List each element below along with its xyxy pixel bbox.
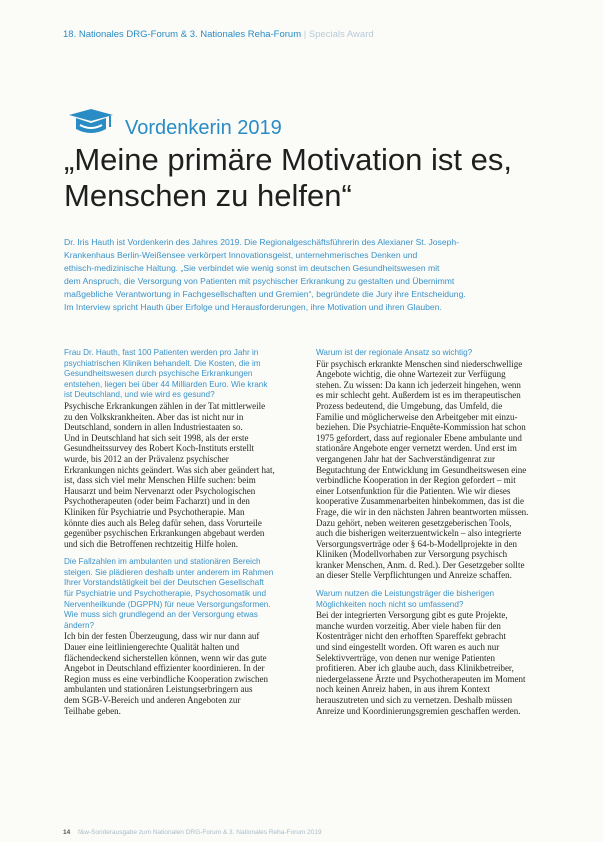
- text-line: 1975 gefordert, dass auf regionaler Ebene ambulante und: [316, 432, 522, 443]
- text-line: Gesundheitswesen durch psychische Erkrankungen: [64, 369, 253, 379]
- text-line: Prozess bedeutend, die Umgebung, das Umfeld, die: [316, 400, 503, 411]
- article-lead: [64, 236, 548, 314]
- page-number: 14: [63, 829, 71, 836]
- text-line: an dieser Stelle Verpflichtungen und Anreize schaffen.: [316, 570, 512, 581]
- text-line: Ihrer Vorstandstätigkeit bei der Deutschen Gesellschaft: [64, 578, 264, 588]
- running-head-title: 18. Nationales DRG-Forum & 3. Nationales Reha-Forum: [63, 29, 302, 40]
- text-line: Deutschland, sondern in allen Industriestaaten so.: [64, 422, 243, 433]
- text-line: Begutachtung der Entwicklung im Gesundheitswesen eine: [316, 464, 527, 475]
- text-line: Angebot in Deutschland effizienter koordinieren. In der: [64, 663, 265, 674]
- page-footer: [63, 829, 322, 836]
- text-line: ändern?: [64, 620, 95, 630]
- interview-question: [316, 589, 540, 610]
- text-line: Kliniken (Modellvorhaben zur Versorgung psychisch: [316, 549, 508, 560]
- text-line: Kliniken für Psychiatrie und Psychotherapie. Man: [64, 506, 245, 517]
- text-line: Anreize und Koordinierungsgremien geschaffen werden.: [316, 705, 521, 716]
- text-line: stehen. Zu wissen: Da kann ich jederzeit hingehen, wenn: [316, 379, 521, 390]
- text-line: gegenüber psychischen Erkrankungen abgebaut werden: [64, 528, 265, 539]
- lead-line: Dr. Iris Hauth ist Vordenkerin des Jahres 2019. Die Regionalgeschäftsführerin des Alexianer St. Joseph-: [64, 237, 460, 247]
- text-line: Bei der integrierten Versorgung gibt es gute Projekte,: [316, 610, 508, 621]
- text-line: zu den Volkskrankheiten. Aber das ist nicht nur in: [64, 411, 244, 422]
- text-line: Dauer eine leitliniengerechte Qualität halten und: [64, 642, 240, 653]
- lead-line: maßgebliche Verantwortung in Fachgesellschaften und Gremien“, begründete die Jury ihre Entscheidung.: [64, 289, 466, 299]
- text-line: Wie muss sich grundlegend an der Versorgung etwas: [64, 610, 258, 620]
- text-line: Warum nutzen die Leistungsträger die bisherigen: [316, 589, 495, 599]
- text-line: Möglichkeiten noch nicht so umfassend?: [316, 599, 464, 609]
- text-line: steigen. Sie plädieren deshalb unter anderem im Rahmen: [64, 567, 274, 577]
- text-line: Psychische Erkrankungen zählen in der Tat mittlerweile: [64, 400, 266, 411]
- text-line: ist, dass sich viel mehr Menschen Hilfe suchen: beim: [64, 475, 256, 486]
- text-line: entstehen, liegen bei über 44 Milliarden Euro. Wie krank: [64, 379, 268, 389]
- text-line: Für psychisch erkrankte Menschen sind niederschwellige: [316, 358, 523, 369]
- headline-line: Menschen zu helfen“: [64, 178, 352, 213]
- text-line: wurde, bis 2012 an der Prävalenz psychischer: [64, 453, 229, 464]
- text-line: Familie und möglicherweise den Arbeitgeber mit einzu-: [316, 411, 518, 422]
- text-line: Angebote wichtig, die ohne Wartezeit zur Verfügung: [316, 369, 506, 380]
- text-line: ambulanten und stationären Leistungserbringern aus: [64, 684, 253, 695]
- text-line: Gesundheitssurvey des Robert Koch-Instituts erstellt: [64, 443, 254, 454]
- text-line: psychiatrischen Kliniken behandelt. Die Kosten, die im: [64, 358, 261, 368]
- text-line: es mir schlecht geht. Außerdem ist es im therapeutischen: [316, 390, 521, 401]
- text-line: flächendeckend sicherstellen können, wenn wir das gute: [64, 652, 267, 663]
- text-line: stationäre Angebote enger vernetzt werden. Und erst im: [316, 443, 517, 454]
- text-line: auch die bisherigen weiterzuentwickeln – also integrierte: [316, 528, 522, 539]
- running-head-suffix: | Specials Award: [303, 29, 374, 40]
- interview-question: [64, 557, 288, 631]
- lead-line: ethisch-medizinische Haltung. „Sie verbindet wie wenig sonst im deutschen Gesundheitswesen mit: [64, 263, 440, 273]
- interview-answer: [316, 610, 540, 716]
- text-line: Erkrankungen nichts geändert. Was sich aber geändert hat,: [64, 464, 275, 475]
- text-line: Hausarzt und beim Nervenarzt oder Psychologischen: [64, 485, 256, 496]
- text-line: beziehen. Die Psychiatrie-Enquête-Kommission hat schon: [316, 422, 526, 433]
- text-line: Frage, die wir in den nächsten Jahren beantworten müssen.: [316, 506, 529, 517]
- text-line: Und in Deutschland hat sich seit 1998, als der erste: [64, 432, 249, 443]
- mortarboard-icon: [66, 107, 116, 137]
- text-line: Warum ist der regionale Ansatz so wichtig?: [316, 348, 473, 357]
- text-line: und sich die Betroffenen rechtzeitig Hilfe holen.: [64, 538, 239, 549]
- text-line: Dazu gehört, neben weiteren gesetzgeberischen Tools,: [316, 517, 512, 528]
- text-line: profitieren. Aber ich glaube auch, dass Klinikbetreiber,: [316, 663, 514, 674]
- text-line: vergangenen Jahr hat der Sachverständigenrat zur: [316, 453, 496, 464]
- text-line: verbindliche Kooperation in der Region gefordert – mit: [316, 475, 516, 486]
- text-line: kooperative Zusammenarbeiten hinbekommen, das ist die: [316, 496, 524, 507]
- text-line: kranker Menschen, Anm. d. Red.). Der Gesetzgeber sollte: [316, 559, 525, 570]
- text-line: Die Fallzahlen im ambulanten und stationären Bereich: [64, 557, 261, 567]
- interview-question: [64, 348, 288, 401]
- text-line: Region muss es eine verbindliche Kooperation zwischen: [64, 673, 268, 684]
- text-line: Versorgungsverträge oder § 64-b-Modellprojekte in den: [316, 538, 518, 549]
- text-line: ist Deutschland, und wie wird es gesund?: [64, 390, 215, 400]
- text-line: dem SGB-V-Bereich und anderen Angeboten zur: [64, 695, 241, 705]
- text-line: Selektivverträge, von denen nur wenige Patienten: [316, 652, 495, 663]
- text-line: niedergelassene Ärzte und Psychotherapeuten im Moment: [316, 673, 526, 684]
- text-line: Nervenheilkunde (DGPPN) für neue Versorgungsformen.: [64, 599, 271, 609]
- text-line: noch keinen Anreiz haben, in aus ihrem Kontext: [316, 684, 490, 695]
- interview-answer: [64, 401, 288, 549]
- running-head: [63, 29, 374, 40]
- right-column: [316, 348, 540, 716]
- text-line: Kostenträger nicht den erhofften Spareffekt gebracht: [316, 631, 506, 642]
- paragraph-gap: [316, 581, 540, 589]
- text-line: Ich bin der festen Überzeugung, dass wir nur dann auf: [64, 631, 260, 642]
- left-column: [64, 348, 288, 716]
- text-line: herauszutreten und sich zu vernetzen. Deshalb müssen: [316, 695, 513, 705]
- lead-line: dem Anspruch, die Versorgung von Patienten mit psychischer Erkrankung zu gestalten und Übernimmt: [64, 276, 455, 286]
- text-line: und sind eingestellt worden. Oft waren es auch nur: [316, 642, 500, 653]
- headline-line: „Meine primäre Motivation ist es,: [64, 142, 512, 177]
- interview-question: [316, 348, 540, 359]
- lead-line: Krankenhaus Berlin-Weißensee verkörpert Innovationsgeist, unternehmerisches Denken und: [64, 250, 418, 260]
- interview-answer: [316, 359, 540, 581]
- article-headline: [64, 142, 544, 214]
- text-line: Frau Dr. Hauth, fast 100 Patienten werden pro Jahr in: [64, 348, 259, 357]
- text-line: für Psychiatrie und Psychotherapie, Psychosomatik und: [64, 589, 267, 599]
- text-line: Psychotherapeuten (oder beim Facharzt) und in den: [64, 496, 250, 507]
- text-line: manche wurden vorzeitig. Aber viele haben für den: [316, 620, 501, 631]
- footer-publication: f&w-Sonderausgabe zum Nationalen DRG-Forum & 3. Nationales Reha-Forum 2019: [78, 829, 322, 836]
- article-kicker: Vordenkerin 2019: [125, 117, 282, 139]
- text-line: Teilhabe geben.: [64, 705, 121, 716]
- paragraph-gap: [64, 549, 288, 557]
- text-line: einer Lotsenfunktion für die Patienten. Wie wir dieses: [316, 485, 511, 496]
- text-line: könnte dies auch als Beleg dafür sehen, dass Vorurteile: [64, 517, 262, 528]
- interview-answer: [64, 631, 288, 716]
- lead-line: Im Interview spricht Hauth über Erfolge und Herausforderungen, ihre Motivation und ihren Glauben.: [64, 302, 442, 312]
